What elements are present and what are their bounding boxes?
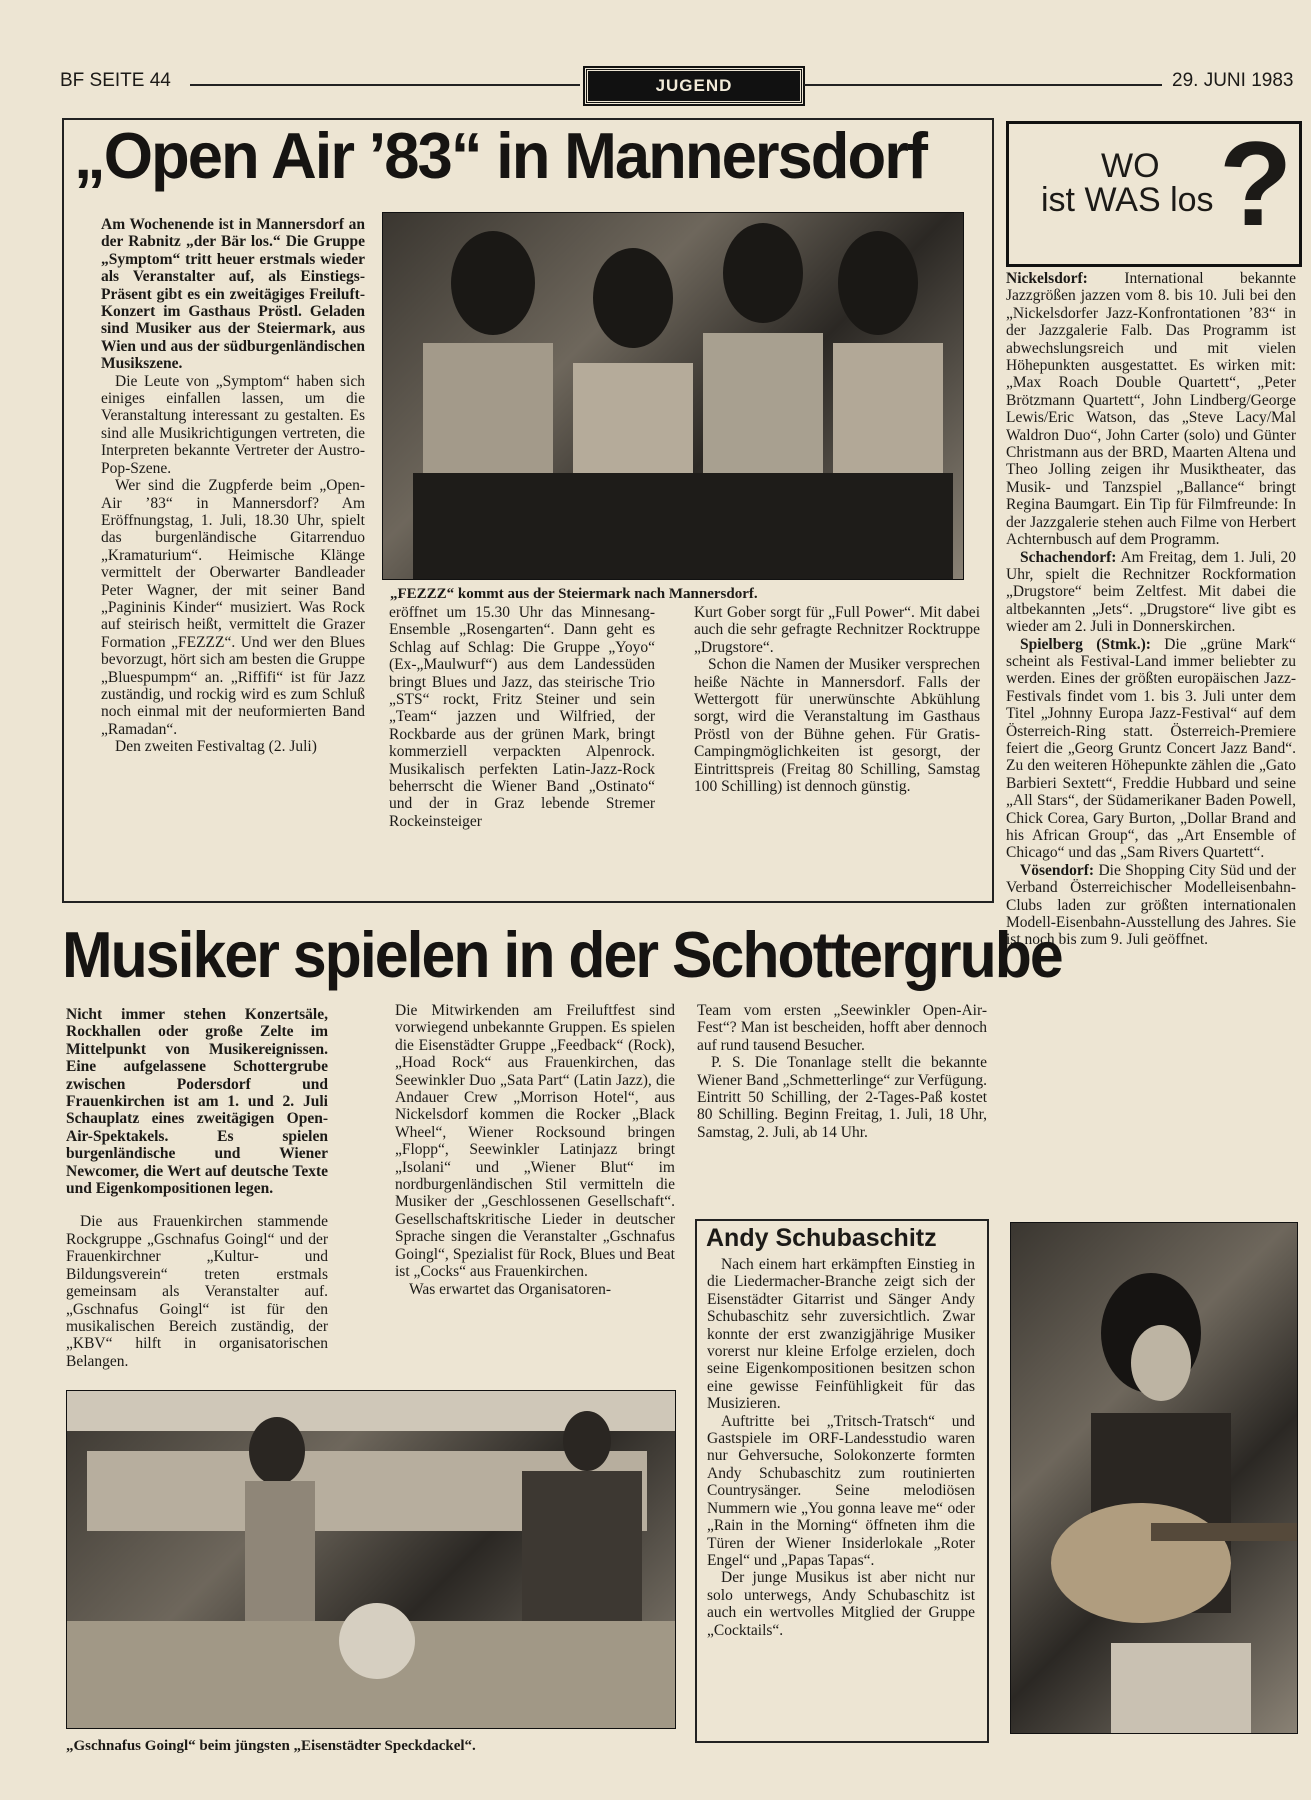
fezzz-photo-figures: [383, 213, 963, 579]
gschnafus-goingl-photo: [66, 1390, 676, 1729]
paragraph: Die Mitwirkenden am Freiluftfest sind vorwiegend unbekannte Gruppen. Es spielen die Eisenstädter Gruppe „Feedback“ (Rock), „Hoad Rock“ aus Frauenkirchen, das Seewinkler Duo „Sata Part“ (Latin Jazz), die Andauer Crew „Morrison Hotel“, aus Nickelsdorf kommen die Rocker „Black Wheel“, Wiener Rocksound bringen „Flopp“, Seewinkler Latinjazz bringt „Isolani“ und „Wiener Blut“ im nordburgenländischen Stil vermitteln die Musiker der „Geschlossenen Gesellschaft“. Gesellschaftskritische Lieder in deutscher Sprache singen die Veranstalter „Gschnafus Goingl“, Spezialist für Rock, Blues und Beat ist „Cocks“ aus Frauenkirchen.: [395, 1002, 675, 1281]
article-open-air-col3: [694, 604, 980, 795]
question-mark-icon: ?: [1219, 117, 1293, 251]
article-open-air-headline: „Open Air ’83“ in Mannersdorf: [74, 119, 927, 193]
paragraph: eröffnet um 15.30 Uhr das Minnesang-Ensemble „Rosengarten“. Dann geht es Schlag auf Schlag: Die Gruppe „Yoyo“ (Ex-„Maulwurf“) aus dem Landessüden bringt Blues und Jazz, das steirische Trio „STS“ rockt, Fritz Steiner und sein „Team“ jazzen und Wilfried, der Rockbarde aus der grünen Mark, bringt kommerziell verpackten Alpenrock. Musikalisch perfekten Latin-Jazz-Rock beherrscht die Wiener Band „Ostinato“ und der in Graz lebende Stremer Rockeinsteiger: [389, 604, 655, 830]
article-schottergrube-lead: Nicht immer stehen Konzertsäle, Rockhallen oder große Zelte im Mittelpunkt von Musikereignissen. Eine aufgelassene Schottergrube zwischen Podersdorf und Frauenkirchen ist am 1. und 2. Juli Schauplatz eines zweitägigen Open-Air-Spektakels. Es spielen burgenländische und Wiener Newcomer, die Wert auf deutsche Texte und Eigenkompositionen legen.: [66, 1006, 328, 1198]
issue-date: 29. JUNI 1983: [1172, 70, 1294, 91]
wo-box-line1: WO: [1101, 147, 1160, 185]
header-rule-right: [804, 84, 1162, 86]
paragraph: Team vom ersten „Seewinkler Open-Air-Fest“? Man ist bescheiden, hofft aber dennoch auf rund tausend Besucher.: [697, 1002, 987, 1054]
paragraph: Was erwartet das Organisatoren-: [409, 1280, 612, 1298]
article-schottergrube-col3: [697, 1002, 987, 1141]
gschnafus-photo-caption: „Gschnafus Goingl“ beim jüngsten „Eisenstädter Speckdackel“.: [66, 1738, 476, 1754]
event-nickelsdorf: Nickelsdorf: International bekannte Jazzgrößen jazzen vom 8. bis 10. Juli bei den „Nickelsdorfer Jazz-Konfrontationen ’83“ in der Jazzgalerie Falb. Das Programm ist abwechslungsreich und mit vielen Höhepunkten ausgestattet. Es wirken mit: „Max Roach Double Quartett“, „Peter Brötzmann Quartett“, John Lindberg/George Lewis/Eric Watson, das „Steve Lacy/Mal Waldron Duo“, John Carter (solo) und Günter Christmann aus der BRD, Maarten Altena und Theo Jolling zeigen ihr Musiktheater, das Musik- und Tanzspiel „Ballance“ bringt Regina Baumgart. Ein Tip für Filmfreunde: In der Jazzgalerie stehen auch Filme von Herbert Achternbusch auf dem Programm.: [1006, 270, 1296, 549]
event-spielberg: Spielberg (Stmk.): Die „grüne Mark“ scheint als Festival-Land immer beliebter zu werden. Eines der größten europäischen Jazz-Festivals findet vom 1. bis 3. Juli unter dem Titel „Johnny Europa Jazz-Festival“ auf dem Österreich-Ring statt. Österreich-Premiere feiert die „Georg Gruntz Concert Jazz Band“. Zu den weiteren Höhepunkte zählen die „Gato Barbieri Sextett“, Freddie Hubbard und seine „All Stars“, der Südamerikaner Baden Powell, Chick Corea, Gary Burton, „Dollar Brand and his African Group“, das „Art Ensemble of Chicago“ und das „Sam Rivers Quartett“.: [1006, 635, 1296, 862]
event-schachendorf: Schachendorf: Am Freitag, dem 1. Juli, 20 Uhr, spielt die Rechnitzer Rockformation „Drugstore“ beim Zeltfest. Mit dabei die altbekannten „Jets“. „Drugstore“ live gibt es wieder am 2. Juli in Donnerskirchen.: [1006, 548, 1296, 636]
article-open-air-lead: Am Wochenende ist in Mannersdorf an der Rabnitz „der Bär los.“ Die Gruppe „Symptom“ tritt heuer erstmals wieder als Veranstalter auf, als Einstiegs-Präsent gibt es ein zweitägiges Freiluft-Konzert im Gasthaus Pröstl. Geladen sind Musiker aus der Steiermark, aus Wien und aus der südburgenländischen Musikszene.: [101, 216, 365, 373]
paragraph: Wer sind die Zugpferde beim „Open-Air ’83“ in Mannersdorf? Am Eröffnungstag, 1. Juli, 18.30 Uhr, spielt das burgenländische Gitarrenduo „Kramaturium“. Heimische Klänge vermittelt der Oberwarter Bandleader Peter Wagner, der mit seiner Band „Pagininis Kinder“ musiziert. Was Rock auf steirisch heißt, vermittelt die Grazer Formation „FEZZZ“. Und wer den Blues bevorzugt, hört sich am besten die Gruppe „Bluespumpm“ an. „Riffifi“ ist für Jazz zuständig, und rockig wird es zum Schluß noch einmal mit der neuformierten Band „Ramadan“.: [101, 477, 365, 738]
paragraph: Auftritte bei „Tritsch-Tratsch“ und Gastspiele im ORF-Landesstudio waren nur Gehversuche, Solokonzerte formten Andy Schubaschitz zum routinierten Countrysänger. Seine melodiösen Nummern wie „You gonna leave me“ oder „Rain in the Morning“ öffneten ihm die Türen der Wiener Insiderlokale „Roter Engel“ und „Papas Tapas“.: [707, 1412, 975, 1569]
article-schottergrube-col1: [66, 1006, 328, 1370]
gschnafus-photo-figures: [67, 1391, 675, 1728]
fezzz-band-photo: [382, 212, 964, 580]
section-label: JUGEND: [585, 68, 803, 104]
andy-photo-figure: [1011, 1223, 1297, 1733]
fezzz-photo-caption: „FEZZZ“ kommt aus der Steiermark nach Mannersdorf.: [390, 586, 758, 602]
page-label: BF SEITE 44: [60, 70, 171, 91]
andy-schubaschitz-title: Andy Schubaschitz: [706, 1224, 937, 1252]
article-open-air-col2: [389, 604, 655, 830]
event-voesendorf: Vösendorf: Die Shopping City Süd und der Verband Österreichischer Modelleisenbahn-Clubs laden zur größten internationalen Modell-Eisenbahn-Ausstellung des Jahres. Sie ist noch bis zum 9. Juli geöffnet.: [1006, 861, 1296, 949]
paragraph: Kurt Gober sorgt für „Full Power“. Mit dabei auch die sehr gefragte Rechnitzer Rocktruppe „Drugstore“.: [694, 604, 980, 656]
paragraph: Die Leute von „Symptom“ haben sich einiges einfallen lassen, um die Veranstaltung interessant zu gestalten. Es sind alle Musikrichtigungen vertreten, die Interpreten bekannte Vertreter der Austro-Pop-Szene.: [101, 372, 365, 477]
header-rule-left: [190, 84, 580, 86]
wo-ist-was-los-box: [1006, 117, 1302, 267]
article-open-air-col1: [101, 216, 365, 756]
article-schottergrube-headline: Musiker spielen in der Schottergrube: [62, 919, 1062, 992]
andy-schubaschitz-photo: [1010, 1222, 1298, 1734]
wo-box-line2: ist WAS los: [1041, 181, 1214, 219]
article-schottergrube-col2: [395, 1002, 675, 1298]
andy-schubaschitz-text: [707, 1256, 975, 1639]
paragraph: Schon die Namen der Musiker versprechen heiße Nächte in Mannersdorf. Falls der Wettergott für unerwünschte Abkühlung sorgt, wird die Veranstaltung im Gasthaus Pröstl von der Bühne gehen. Für Gratis-Campingmöglichkeiten ist gesorgt, der Eintrittspreis (Freitag 80 Schilling, Samstag 100 Schilling) ist dennoch günstig.: [694, 656, 980, 796]
paragraph: Die aus Frauenkirchen stammende Rockgruppe „Gschnafus Goingl“ und der Frauenkirchner „Kultur- und Bildungsverein“ treten erstmals gemeinsam als Veranstalter auf. „Gschnafus Goingl“ ist für den musikalischen Bereich zuständig, der „KBV“ hilft in organisatorischen Belangen.: [66, 1213, 328, 1370]
paragraph: Nach einem hart erkämpften Einstieg in die Liedermacher-Branche zeigt sich der Eisenstädter Gitarrist und Sänger Andy Schubaschitz sehr zuversichtlich. Zwar konnte der erst zwanzigjährige Musiker vorerst nur kleine Erfolge erzielen, doch seine Eigenkompositionen besitzen schon eine gewisse Feinfühligkeit für das Musizieren.: [707, 1256, 975, 1413]
paragraph: P. S. Die Tonanlage stellt die bekannte Wiener Band „Schmetterlinge“ zur Verfügung. Eintritt 50 Schilling, der 2-Tages-Paß kostet 80 Schilling. Beginn Freitag, 1. Juli, 18 Uhr, Samstag, 2. Juli, ab 14 Uhr.: [697, 1054, 987, 1141]
paragraph: Den zweiten Festivaltag (2. Juli): [115, 738, 317, 756]
sidebar-events: [1006, 270, 1296, 949]
paragraph: Der junge Musikus ist aber nicht nur solo unterwegs, Andy Schubaschitz ist auch ein wertvolles Mitglied der Gruppe „Cocktails“.: [707, 1569, 975, 1639]
